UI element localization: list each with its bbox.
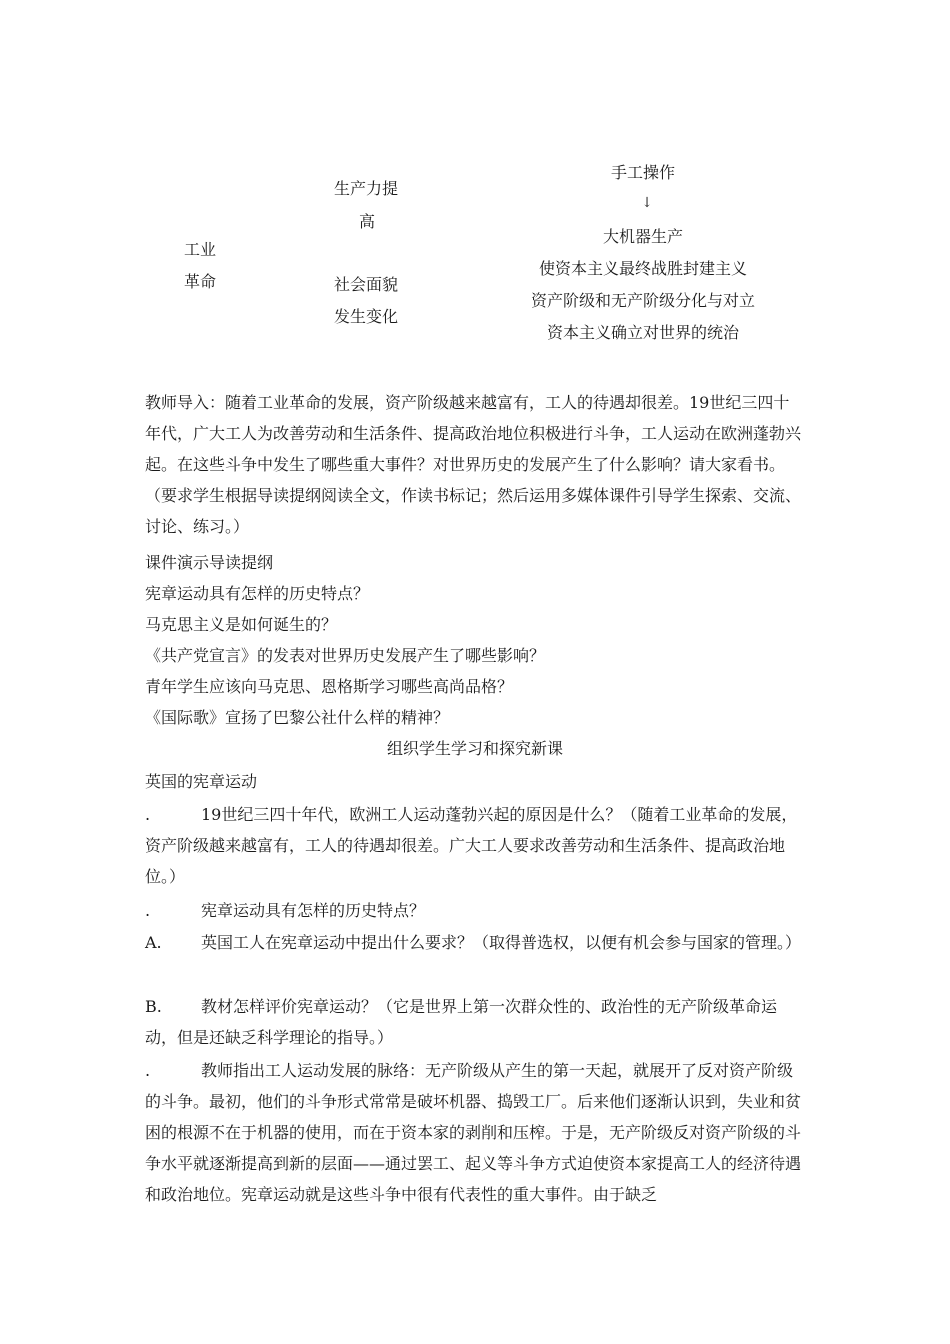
outline-item: 青年学生应该向马克思、恩格斯学习哪些高尚品格？ [145,677,514,696]
subsection-title: 英国的宪章运动 [145,772,258,791]
list-item [145,991,805,1053]
item-marker: . [145,901,151,920]
item-text: 英国工人在宪章运动中提出什么要求？（取得普选权，以便有机会参与国家的管理。） [201,933,802,952]
list-item [145,895,805,926]
outline-title: 课件演示导读提纲 [145,553,274,572]
item-marker: B. [145,997,162,1016]
item-text: 19世纪三四十年代，欧洲工人运动蓬勃兴起的原因是什么？（随着工业革命的发展，资产阶级越来越富有，工人的待遇却很差。广大工人要求改善劳动和生活条件、提高政治地位。） [145,805,798,886]
list-item [145,927,805,958]
item-marker: A. [145,933,162,952]
diagram-root-line2: 革命 [184,272,217,291]
list-item [145,1055,805,1210]
diagram-branch2-line2: 发生变化 [334,307,399,326]
list-item [145,799,805,892]
down-arrow-icon: ↓ [641,195,653,211]
diagram-branch1-line1: 生产力提 [334,179,399,198]
diagram-from: 手工操作 [610,163,676,182]
diagram-branch1-line2: 高 [359,212,376,231]
outline-item: 马克思主义是如何诞生的？ [145,615,338,634]
outline-item: 《国际歌》宣扬了巴黎公社什么样的精神？ [145,708,450,727]
diagram-branch2-line1: 社会面貌 [334,275,399,294]
diagram-effect: 使资本主义最终战胜封建主义 [538,259,748,278]
item-text: 教材怎样评价宪章运动？（它是世界上第一次群众性的、政治性的无产阶级革命运动，但是还缺乏科学理论的指导。） [145,997,778,1047]
intro-paragraph: 教师导入：随着工业革命的发展，资产阶级越来越富有，工人的待遇却很差。19世纪三四十年代，广大工人为改善劳动和生活条件、提高政治地位积极进行斗争，工人运动在欧洲蓬勃兴起。在这些斗争中发生了哪些重大事件？对世界历史的发展产生了什么影响？请大家看书。（要求学生根据导读提纲阅读全文，作读书标记；然后运用多媒体课件引导学生探索、交流、讨论、练习。） [145,393,802,536]
diagram-root-line1: 工业 [184,240,217,259]
diagram-effect: 资本主义确立对世界的统治 [546,323,740,342]
item-marker: . [145,805,151,824]
item-text: 宪章运动具有怎样的历史特点？ [201,901,426,920]
outline-item: 宪章运动具有怎样的历史特点？ [145,584,370,603]
section-heading: 组织学生学习和探究新课 [386,739,564,758]
outline-item: 《共产党宣言》的发表对世界历史发展产生了哪些影响？ [145,646,546,665]
item-marker: . [145,1061,151,1080]
diagram-effect: 资产阶级和无产阶级分化与对立 [530,291,756,310]
diagram-to: 大机器生产 [602,227,684,246]
item-text: 教师指出工人运动发展的脉络：无产阶级从产生的第一天起，就展开了反对资产阶级的斗争。最初，他们的斗争形式常常是破坏机器、捣毁工厂。后来他们逐渐认识到，失业和贫困的根源不在于机器的使用，而在于资本家的剥削和压榨。于是，无产阶级反对资产阶级的斗争水平就逐渐提高到新的层面——通过罢工、起义等斗争方式迫使资本家提高工人的经济待遇和政治地位。宪章运动就是这些斗争中很有代表性的重大事件。由于缺乏 [145,1061,802,1204]
